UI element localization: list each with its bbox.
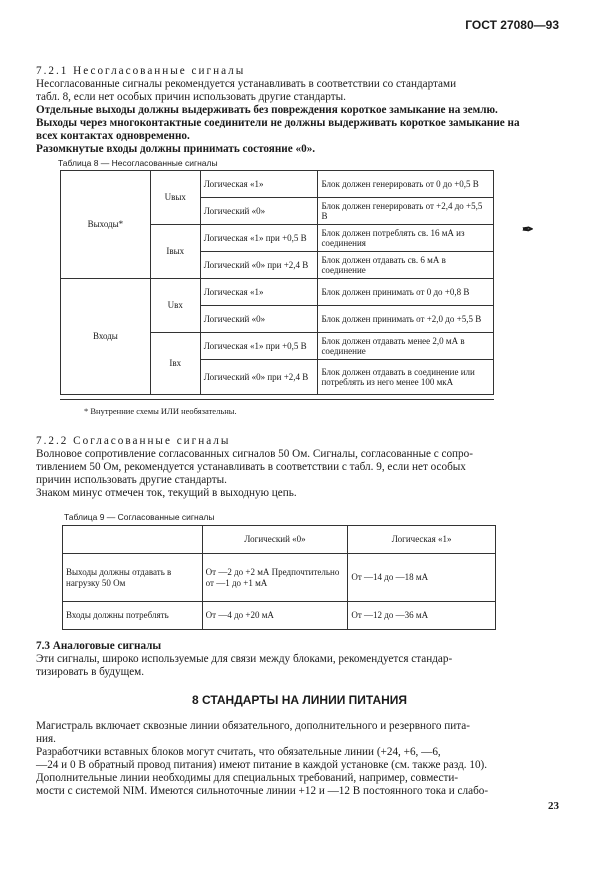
table-9-caption: Таблица 9 — Согласованные сигналы [64,512,215,522]
paragraph: Эти сигналы, широко используемые для связи между блоками, рекомендуется стандар- [36,653,453,665]
paragraph: Знаком минус отмечен ток, текущий в выходную цепь. [36,487,297,499]
paragraph: Отдельные выходы должны выдерживать без повреждения короткое замыкание на землю. [36,104,498,116]
paragraph: мости с системой NIM. Имеются сильноточные линии +12 и —12 В постоянного тока и слабо- [36,785,489,797]
table-cell: Выходы* [61,171,151,279]
table-cell: Блок должен принимать от 0 до +0,8 В [318,279,494,306]
table-cell: Блок должен принимать от +2,0 до +5,5 В [318,306,494,333]
paragraph: всех контактах одновременно. [36,130,190,142]
section-7-3 [36,640,556,679]
paragraph: Выходы через многоконтактные соединители не должны выдерживать короткое замыкание на [36,117,520,129]
paragraph: —24 и 0 В обратный провод питания) имеют питание в каждой установке (см. также разд. 10). [36,759,488,771]
table-cell: От —12 до —36 мА [348,602,496,630]
table-cell: Выходы должны отдавать в нагрузку 50 Ом [63,554,203,602]
table-8-caption: Таблица 8 — Несогласованные сигналы [58,158,218,168]
table-cell: Логический «0» при +2,4 В [200,360,318,395]
table-cell: От —14 до —18 мА [348,554,496,602]
table-cell: От —2 до +2 мА Предпочтительно от —1 до +1 мА [202,554,348,602]
paragraph: причин использовать другие стандарты. [36,474,227,486]
section-title: 7.2.2 Согласованные сигналы [36,435,231,447]
table-cell: Iвых [150,225,200,279]
section-title: 7.2.1 Несогласованные сигналы [36,65,246,77]
table-cell: Логическая «1» при +0,5 В [200,225,318,252]
table-cell [63,526,203,554]
paragraph: табл. 8, если нет особых причин использовать другие стандарты. [36,91,346,103]
paragraph: Магистраль включает сквозные линии обязательного, дополнительного и резервного пита- [36,720,470,732]
doc-header: ГОСТ 27080—93 [465,18,559,32]
table-8 [60,170,494,395]
margin-mark-icon: ✒ [522,223,534,238]
paragraph: тивлением 50 Ом, рекомендуется устанавливать в соответствии с табл. 9, если нет особых [36,461,466,473]
table-cell: Логический «0» при +2,4 В [200,252,318,279]
section-7-2-1 [36,65,556,156]
section-8-title: 8 СТАНДАРТЫ НА ЛИНИИ ПИТАНИЯ [191,693,408,707]
paragraph: тизировать в будущем. [36,666,145,678]
table-cell: Логическая «1» [200,279,318,306]
paragraph: Волновое сопротивление согласованных сигналов 50 Ом. Сигналы, согласованные с сопро- [36,448,473,460]
table-cell: Блок должен генерировать от +2,4 до +5,5 В [318,198,494,225]
table-cell: От —4 до +20 мА [202,602,348,630]
section-7-2-2 [36,435,556,500]
paragraph: ния. [36,733,56,745]
table-9 [62,525,496,630]
table-header: Логический «0» [202,526,348,554]
table-header: Логическая «1» [348,526,496,554]
table-cell: Uвых [150,171,200,225]
table-cell: Блок должен потреблять св. 16 мА из соединения [318,225,494,252]
table-cell: Блок должен отдавать св. 6 мА в соединение [318,252,494,279]
table-cell: Блок должен генерировать от 0 до +0,5 В [318,171,494,198]
table-cell: Iвх [150,333,200,395]
section-title: 7.3 Аналоговые сигналы [36,640,162,652]
page-number: 23 [548,800,559,812]
paragraph: Дополнительные линии необходимы для специальных требований, например, совмести- [36,772,459,784]
table-cell: Логический «0» [200,306,318,333]
paragraph: Несогласованные сигналы рекомендуется устанавливать в соответствии со стандартами [36,78,457,90]
footnote: * Внутренние схемы ИЛИ необязательны. [84,406,237,416]
table-cell: Входы [61,279,151,395]
divider [60,399,494,400]
table-cell: Логическая «1» при +0,5 В [200,333,318,360]
table-cell: Uвх [150,279,200,333]
table-cell: Блок должен отдавать менее 2,0 мА в соединение [318,333,494,360]
paragraph: Разомкнутые входы должны принимать состояние «0». [36,143,316,155]
section-8 [36,720,556,798]
table-cell: Логический «0» [200,198,318,225]
table-cell: Блок должен отдавать в соединение или потреблять из него менее 100 мкА [318,360,494,395]
paragraph: Разработчики вставных блоков могут считать, что обязательные линии (+24, +6, —6, [36,746,441,758]
table-cell: Логическая «1» [200,171,318,198]
table-cell: Входы должны потреблять [63,602,203,630]
